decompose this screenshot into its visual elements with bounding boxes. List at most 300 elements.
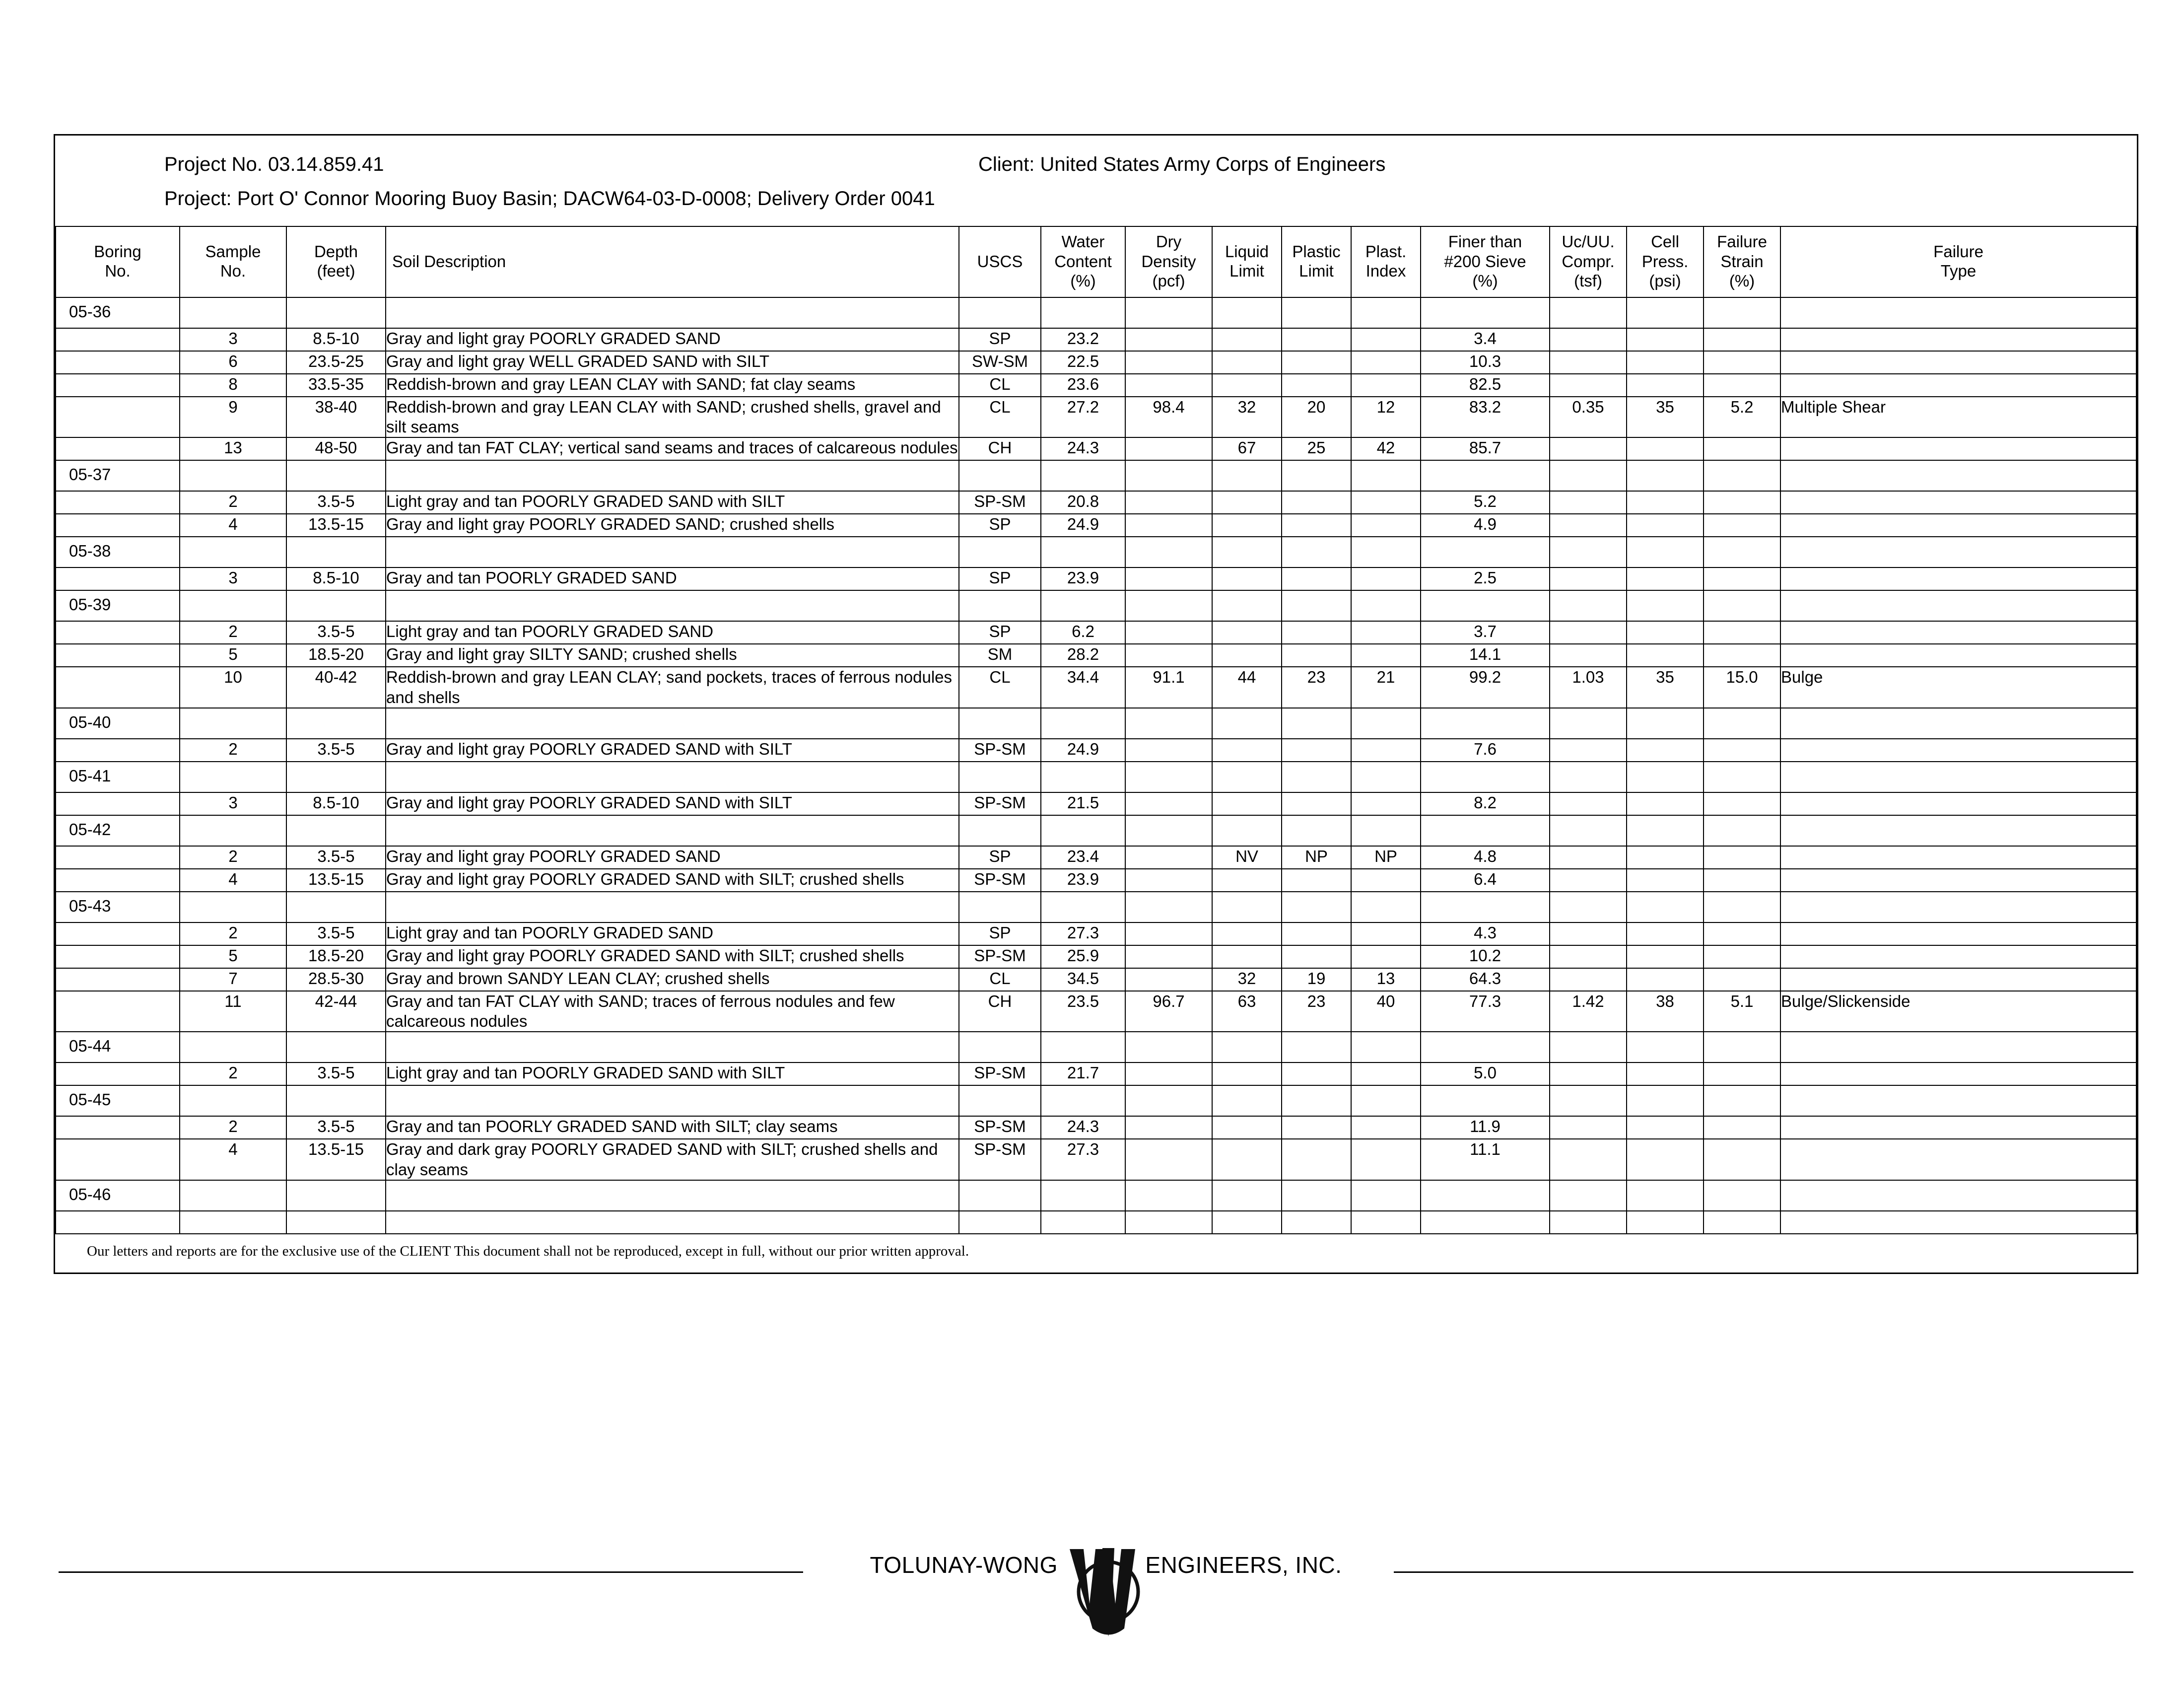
company-name-right: ENGINEERS, INC. [1145,1552,1342,1578]
plasticity-index [1351,374,1421,397]
uscs: SP [959,567,1041,590]
water-content: 28.2 [1041,644,1125,667]
empty-cell [959,1032,1041,1062]
soil-description: Gray and brown SANDY LEAN CLAY; crushed shells [386,968,959,991]
dry-density [1125,968,1212,991]
ucuu-compression [1550,922,1627,945]
table-row [56,968,2136,991]
cell-pressure [1627,846,1704,869]
plastic-limit [1282,491,1351,514]
plastic-limit: 23 [1282,991,1351,1032]
empty-cell [1212,815,1282,846]
soil-description: Reddish-brown and gray LEAN CLAY; sand pockets, traces of ferrous nodules and shells [386,667,959,708]
cell-pressure [1627,1139,1704,1180]
empty-cell [1780,297,2136,328]
finer-200-sieve: 83.2 [1421,397,1550,438]
ucuu-compression [1550,644,1627,667]
empty-cell [1550,537,1627,567]
sample-no: 4 [180,1139,286,1180]
table-row [56,1211,2136,1234]
finer-200-sieve: 10.3 [1421,351,1550,374]
failure-strain [1704,1211,1780,1234]
empty-cell [1550,892,1627,922]
hdr-line: Limit [1229,262,1264,281]
plasticity-index [1351,739,1421,762]
ucuu-compression [1550,621,1627,644]
empty-cell [1125,1085,1212,1116]
empty-cell [286,460,386,491]
empty-cell [959,892,1041,922]
soil-description: Light gray and tan POORLY GRADED SAND with SILT [386,491,959,514]
depth: 3.5-5 [286,739,386,762]
finer-200-sieve: 5.0 [1421,1062,1550,1085]
liquid-limit [1212,374,1282,397]
empty-cell [1780,815,2136,846]
signature-rule-right [1394,1571,2133,1573]
liquid-limit [1212,739,1282,762]
hdr-line: Failure [1717,232,1767,251]
empty-cell [286,815,386,846]
cell-pressure [1627,945,1704,968]
empty-cell [1041,1032,1125,1062]
soil-description: Gray and light gray WELL GRADED SAND with SILT [386,351,959,374]
sheet-header [55,136,2137,226]
hdr-line: Failure [1933,242,1983,261]
col-header-plastic-limit [1282,226,1351,297]
empty-cell [1351,708,1421,739]
uscs: SP-SM [959,491,1041,514]
liquid-limit [1212,621,1282,644]
depth: 3.5-5 [286,491,386,514]
empty-cell [1704,590,1780,621]
failure-strain [1704,869,1780,892]
water-content: 23.6 [1041,374,1125,397]
boring-no-blank [56,1062,180,1085]
dry-density [1125,437,1212,460]
boring-no-blank [56,644,180,667]
sample-no: 3 [180,328,286,351]
empty-cell [1212,1032,1282,1062]
empty-cell [1041,1085,1125,1116]
col-header-dry-density [1125,226,1212,297]
empty-cell [1125,708,1212,739]
empty-cell [286,762,386,792]
empty-cell [1550,1085,1627,1116]
empty-cell [1421,460,1550,491]
failure-strain: 5.1 [1704,991,1780,1032]
empty-cell [386,815,959,846]
table-row [56,846,2136,869]
depth: 18.5-20 [286,644,386,667]
finer-200-sieve: 5.2 [1421,491,1550,514]
hdr-line: Compr. [1562,252,1615,271]
empty-cell [1041,815,1125,846]
plastic-limit [1282,1139,1351,1180]
finer-200-sieve: 11.9 [1421,1116,1550,1139]
empty-cell [1041,297,1125,328]
sample-no: 4 [180,869,286,892]
failure-strain [1704,621,1780,644]
empty-cell [1421,1032,1550,1062]
failure-strain [1704,922,1780,945]
depth: 28.5-30 [286,968,386,991]
water-content: 24.3 [1041,437,1125,460]
hdr-line: Limit [1299,262,1334,281]
empty-cell [1212,1180,1282,1211]
hdr-line: Index [1365,262,1406,281]
empty-cell [1780,708,2136,739]
boring-no-blank [56,846,180,869]
cell-pressure [1627,514,1704,537]
boring-no-blank [56,1211,180,1234]
finer-200-sieve: 11.1 [1421,1139,1550,1180]
sample-no: 3 [180,567,286,590]
empty-cell [286,892,386,922]
empty-cell [1704,537,1780,567]
liquid-limit [1212,1062,1282,1085]
failure-type [1780,869,2136,892]
empty-cell [1704,708,1780,739]
finer-200-sieve: 82.5 [1421,374,1550,397]
col-header-boring [56,226,180,297]
liquid-limit [1212,328,1282,351]
ucuu-compression [1550,869,1627,892]
cell-pressure [1627,644,1704,667]
empty-cell [1212,762,1282,792]
cell-pressure [1627,567,1704,590]
plastic-limit: 23 [1282,667,1351,708]
finer-200-sieve: 6.4 [1421,869,1550,892]
boring-no: 05-36 [56,297,180,328]
water-content: 23.4 [1041,846,1125,869]
uscs: CH [959,437,1041,460]
empty-cell [386,762,959,792]
client-name: Client: United States Army Corps of Engineers [978,153,1386,175]
plastic-limit: NP [1282,846,1351,869]
soil-description: Reddish-brown and gray LEAN CLAY with SAND; crushed shells, gravel and silt seams [386,397,959,438]
depth: 3.5-5 [286,1062,386,1085]
empty-cell [180,708,286,739]
dry-density [1125,792,1212,815]
failure-strain: 5.2 [1704,397,1780,438]
empty-cell [1125,537,1212,567]
uscs [959,1211,1041,1234]
failure-strain [1704,644,1780,667]
plastic-limit [1282,1062,1351,1085]
signature-rule-left [59,1571,803,1573]
failure-strain [1704,945,1780,968]
plastic-limit [1282,328,1351,351]
water-content: 23.9 [1041,869,1125,892]
empty-cell [386,1180,959,1211]
empty-cell [1351,537,1421,567]
finer-200-sieve: 77.3 [1421,991,1550,1032]
empty-cell [1212,1085,1282,1116]
soil-description: Light gray and tan POORLY GRADED SAND [386,621,959,644]
depth: 40-42 [286,667,386,708]
uscs: SP-SM [959,792,1041,815]
liquid-limit: NV [1212,846,1282,869]
plasticity-index [1351,567,1421,590]
empty-cell [1780,892,2136,922]
sample-no: 10 [180,667,286,708]
empty-cell [1351,815,1421,846]
boring-no-blank [56,869,180,892]
empty-cell [959,1085,1041,1116]
boring-no: 05-41 [56,762,180,792]
empty-cell [1041,460,1125,491]
depth: 3.5-5 [286,1116,386,1139]
uscs: SP [959,922,1041,945]
empty-cell [1351,762,1421,792]
empty-cell [1704,762,1780,792]
table-row [56,869,2136,892]
plasticity-index [1351,491,1421,514]
hdr-line: Dry [1156,232,1182,251]
water-content: 25.9 [1041,945,1125,968]
liquid-limit [1212,945,1282,968]
failure-type [1780,968,2136,991]
empty-cell [1351,460,1421,491]
empty-cell [1351,590,1421,621]
dry-density [1125,1139,1212,1180]
liquid-limit [1212,351,1282,374]
soil-description: Gray and light gray POORLY GRADED SAND [386,846,959,869]
soil-description: Gray and light gray POORLY GRADED SAND; crushed shells [386,514,959,537]
empty-cell [1212,892,1282,922]
empty-cell [180,1032,286,1062]
boring-no-blank [56,1139,180,1180]
dry-density [1125,922,1212,945]
hdr-line: (pcf) [1152,272,1185,290]
empty-cell [1780,460,2136,491]
cell-pressure [1627,374,1704,397]
sample-no: 2 [180,846,286,869]
empty-cell [180,1085,286,1116]
tolunay-wong-logo-icon [1064,1544,1153,1638]
failure-strain [1704,328,1780,351]
plastic-limit [1282,567,1351,590]
empty-cell [1550,460,1627,491]
plasticity-index: 13 [1351,968,1421,991]
depth: 18.5-20 [286,945,386,968]
empty-cell [1550,762,1627,792]
finer-200-sieve: 99.2 [1421,667,1550,708]
table-header-row [56,226,2136,297]
col-header-plasticity-index [1351,226,1421,297]
empty-cell [1780,1032,2136,1062]
water-content: 23.2 [1041,328,1125,351]
ucuu-compression [1550,846,1627,869]
soil-description [386,1211,959,1234]
uscs: CL [959,397,1041,438]
empty-cell [1041,1180,1125,1211]
dry-density [1125,491,1212,514]
uscs: SP [959,621,1041,644]
empty-cell [1704,892,1780,922]
uscs: CL [959,374,1041,397]
water-content: 27.2 [1041,397,1125,438]
plasticity-index [1351,351,1421,374]
table-row [56,991,2136,1032]
failure-type: Bulge/Slickenside [1780,991,2136,1032]
empty-cell [180,297,286,328]
ucuu-compression [1550,792,1627,815]
plastic-limit [1282,644,1351,667]
boring-no-blank [56,922,180,945]
col-header-liquid-limit [1212,226,1282,297]
empty-cell [1550,590,1627,621]
uscs: SP-SM [959,945,1041,968]
dry-density [1125,846,1212,869]
plastic-limit: 20 [1282,397,1351,438]
water-content: 23.9 [1041,567,1125,590]
table-row [56,491,2136,514]
finer-200-sieve: 8.2 [1421,792,1550,815]
boring-no: 05-45 [56,1085,180,1116]
empty-cell [1282,460,1351,491]
empty-cell [1282,537,1351,567]
plastic-limit [1282,945,1351,968]
sample-no: 8 [180,374,286,397]
hdr-line: No. [220,262,246,281]
boring-no: 05-44 [56,1032,180,1062]
finer-200-sieve: 7.6 [1421,739,1550,762]
finer-200-sieve: 10.2 [1421,945,1550,968]
hdr-line: Press. [1641,252,1689,271]
hdr-line: Finer than [1448,232,1522,251]
uscs: SP [959,514,1041,537]
empty-cell [1212,297,1282,328]
dry-density [1125,869,1212,892]
dry-density [1125,1116,1212,1139]
boring-no-blank [56,739,180,762]
uscs: SP-SM [959,1062,1041,1085]
empty-cell [1125,762,1212,792]
sample-no: 3 [180,792,286,815]
boring-no-blank [56,351,180,374]
cell-pressure [1627,739,1704,762]
empty-cell [180,537,286,567]
empty-cell [386,460,959,491]
plasticity-index [1351,869,1421,892]
depth: 8.5-10 [286,792,386,815]
plasticity-index [1351,514,1421,537]
soil-description: Gray and light gray SILTY SAND; crushed shells [386,644,959,667]
cell-pressure [1627,1062,1704,1085]
data-sheet [54,134,2138,1274]
hdr-line: (%) [1472,272,1498,290]
soil-description: Light gray and tan POORLY GRADED SAND with SILT [386,1062,959,1085]
liquid-limit [1212,514,1282,537]
sample-no [180,1211,286,1234]
dry-density: 96.7 [1125,991,1212,1032]
empty-cell [959,815,1041,846]
liquid-limit [1212,792,1282,815]
soil-description: Gray and tan FAT CLAY with SAND; traces of ferrous nodules and few calcareous nodules [386,991,959,1032]
boring-header-row [56,762,2136,792]
uscs: SP-SM [959,869,1041,892]
project-number: Project No. 03.14.859.41 [164,153,384,175]
empty-cell [286,1032,386,1062]
ucuu-compression [1550,1062,1627,1085]
hdr-line: Uc/UU. [1562,232,1615,251]
empty-cell [1627,590,1704,621]
liquid-limit: 67 [1212,437,1282,460]
empty-cell [1780,1180,2136,1211]
finer-200-sieve: 64.3 [1421,968,1550,991]
sample-no: 5 [180,644,286,667]
empty-cell [1627,708,1704,739]
empty-cell [1421,815,1550,846]
hdr-line: USCS [977,252,1023,271]
uscs: CL [959,667,1041,708]
hdr-line: (feet) [317,262,355,281]
ucuu-compression [1550,1211,1627,1234]
empty-cell [1421,892,1550,922]
cell-pressure: 35 [1627,397,1704,438]
col-header-depth [286,226,386,297]
finer-200-sieve: 3.4 [1421,328,1550,351]
col-header-water-content [1041,226,1125,297]
boring-header-row [56,708,2136,739]
empty-cell [1627,762,1704,792]
plasticity-index [1351,792,1421,815]
hdr-line: Water [1061,232,1105,251]
liquid-limit [1212,567,1282,590]
boring-header-row [56,460,2136,491]
boring-no-blank [56,491,180,514]
soil-description: Gray and dark gray POORLY GRADED SAND with SILT; crushed shells and clay seams [386,1139,959,1180]
empty-cell [1041,762,1125,792]
failure-type [1780,621,2136,644]
failure-strain [1704,567,1780,590]
finer-200-sieve: 4.3 [1421,922,1550,945]
failure-strain [1704,1062,1780,1085]
table-row [56,792,2136,815]
boring-no-blank [56,374,180,397]
plasticity-index [1351,1211,1421,1234]
liquid-limit: 32 [1212,397,1282,438]
boring-no-blank [56,792,180,815]
depth: 8.5-10 [286,567,386,590]
sample-no: 2 [180,1116,286,1139]
empty-cell [386,537,959,567]
depth: 33.5-35 [286,374,386,397]
plastic-limit [1282,514,1351,537]
empty-cell [1282,708,1351,739]
dry-density [1125,374,1212,397]
boring-no-blank [56,991,180,1032]
uscs: SP [959,846,1041,869]
table-row [56,374,2136,397]
hdr-line: Strain [1720,252,1764,271]
boring-header-row [56,297,2136,328]
sample-no: 9 [180,397,286,438]
empty-cell [1780,590,2136,621]
col-header-description [386,226,959,297]
empty-cell [180,762,286,792]
empty-cell [1212,537,1282,567]
failure-type [1780,846,2136,869]
cell-pressure [1627,351,1704,374]
dry-density [1125,1062,1212,1085]
sample-no: 11 [180,991,286,1032]
plasticity-index [1351,1116,1421,1139]
col-header-cell-pressure [1627,226,1704,297]
empty-cell [1550,708,1627,739]
empty-cell [286,537,386,567]
